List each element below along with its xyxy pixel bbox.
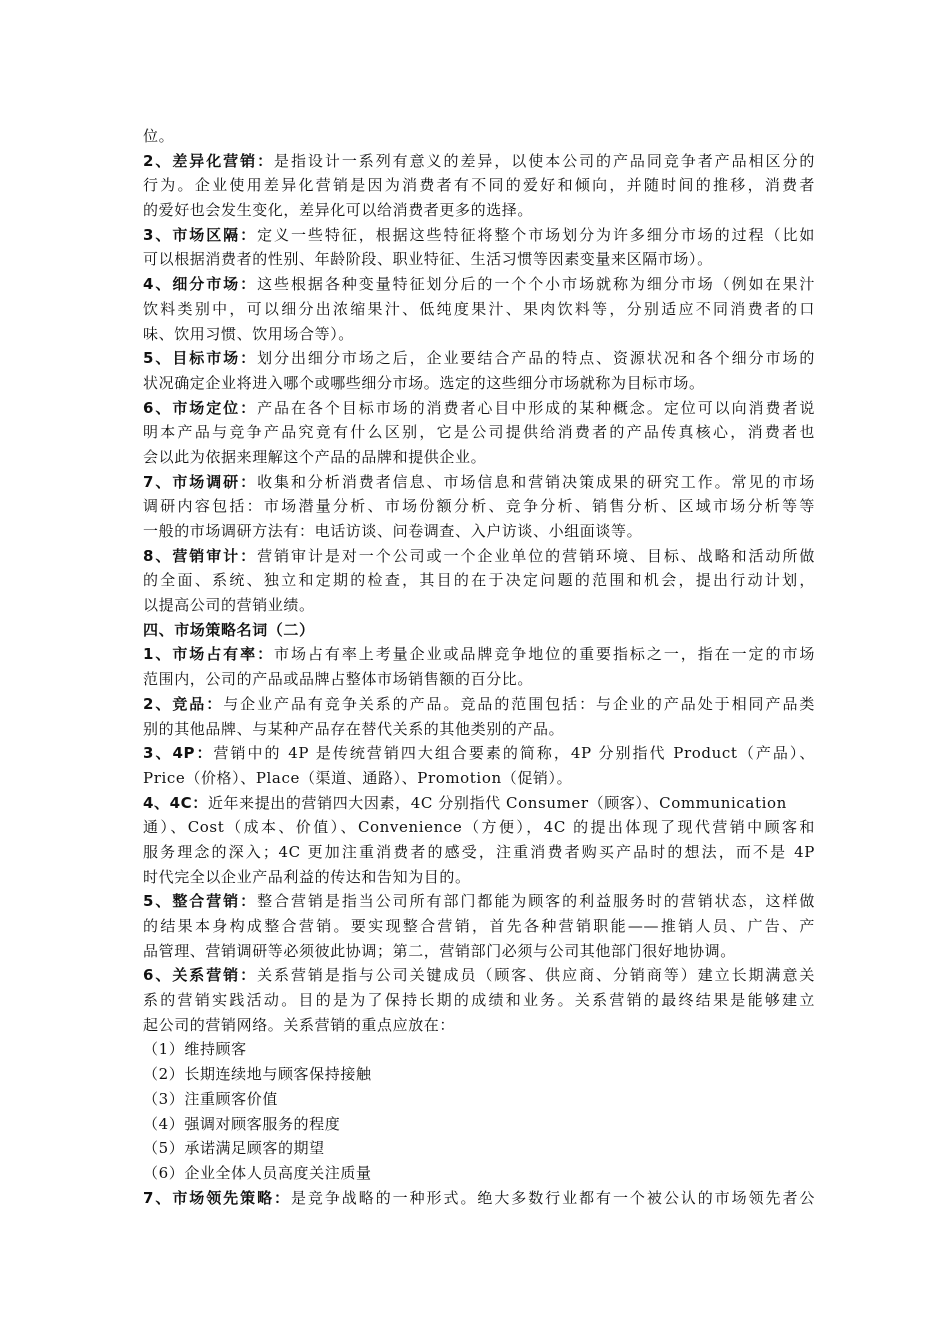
body-text: Price（价格）、Place（渠道、通路）、Promotion（促销）。 <box>143 768 573 787</box>
term-label: 7、市场调研： <box>143 472 258 491</box>
text-line <box>143 297 815 322</box>
body-text: 服务理念的深入；4C 更加注重消费者的感受，注重消费者购买产品时的想法，而不是 4P <box>143 842 815 861</box>
text-line <box>143 198 815 223</box>
body-text: 的结果本身构成整合营销。要实现整合营销，首先各种营销职能——推销人员、广告、产 <box>143 917 815 935</box>
term-label: 5、整合营销： <box>143 892 258 911</box>
body-text: （1）维持顾客 <box>143 1040 247 1059</box>
text-line <box>143 1136 815 1161</box>
text-line <box>143 988 815 1013</box>
text-line <box>143 1062 815 1087</box>
body-text: 的全面、系统、独立和定期的检查，其目的在于决定问题的范围和机会，提出行动计划， <box>143 571 815 590</box>
text-line <box>143 642 815 667</box>
text-line <box>143 717 815 742</box>
term-label: 6、关系营销： <box>143 966 258 985</box>
body-text: （6）企业全体人员高度关注质量 <box>143 1163 372 1182</box>
body-text: 关系营销是指与公司关键成员（顾客、供应商、分销商等）建立长期满意关 <box>257 966 815 985</box>
term-label: 1、市场占有率： <box>143 645 275 664</box>
body-text: 是竞争战略的一种形式。绝大多数行业都有一个被公认的市场领先者公 <box>290 1188 815 1207</box>
text-line <box>143 1112 815 1137</box>
body-text: 划分出细分市场之后，企业要结合产品的特点、资源状况和各个细分市场的 <box>257 349 815 368</box>
text-line <box>143 618 815 643</box>
body-text: 以提高公司的营销业绩。 <box>143 596 315 615</box>
text-line <box>143 939 815 964</box>
body-text: 可以根据消费者的性别、年龄阶段、职业特征、生活习惯等因素变量来区隔市场）。 <box>143 250 713 269</box>
term-label: 2、竞品： <box>143 694 224 713</box>
body-text: 明本产品与竞争产品究竟有什么区别，它是公司提供给消费者的产品传真核心，消费者也 <box>143 423 815 442</box>
text-line <box>143 470 815 495</box>
text-line <box>143 494 815 519</box>
body-text: 味、饮用习惯、饮用场合等）。 <box>143 324 354 343</box>
text-line <box>143 420 815 445</box>
term-label: 四、市场策略名词（二） <box>143 620 315 639</box>
text-line <box>143 396 815 421</box>
text-line <box>143 544 815 569</box>
body-text: 调研内容包括：市场潜量分析、市场份额分析、竞争分析、销售分析、区域市场分析等等 <box>143 497 815 516</box>
text-line <box>143 667 815 692</box>
term-label: 3、市场区隔： <box>143 225 258 244</box>
body-text: 产品在各个目标市场的消费者心目中形成的某种概念。定位可以向消费者说 <box>257 398 815 417</box>
body-text: 营销中的 4P 是传统营销四大组合要素的简称，4P 分别指代 Product（产品）、 <box>213 744 815 763</box>
text-line <box>143 1013 815 1038</box>
body-text: 位。 <box>143 127 175 145</box>
text-line <box>143 149 815 174</box>
text-line <box>143 519 815 544</box>
body-text: 时代完全以企业产品利益的传达和告知为目的。 <box>143 867 471 886</box>
text-line <box>143 593 815 618</box>
term-label: 4、4C： <box>143 793 208 812</box>
body-text: 起公司的营销网络。关系营销的重点应放在： <box>143 1015 456 1034</box>
text-line <box>143 272 815 297</box>
body-text: 系的营销实践活动。目的是为了保持长期的成绩和业务。关系营销的最终结果是能够建立 <box>143 991 815 1010</box>
text-line <box>143 1037 815 1062</box>
term-label: 8、营销审计： <box>143 546 258 565</box>
text-line <box>143 914 815 939</box>
text-line <box>143 766 815 791</box>
body-text: 与企业产品有竞争关系的产品。竞品的范围包括：与企业的产品处于相同产品类 <box>223 694 815 713</box>
body-text: 这些根据各种变量特征划分后的一个个小市场就称为细分市场（例如在果汁 <box>257 275 815 294</box>
body-text: 通）、Cost（成本、价值）、Convenience（方便），4C 的提出体现了现代营销中顾客和 <box>143 818 815 837</box>
body-text: 别的其他品牌、与某种产品存在替代关系的其他类别的产品。 <box>143 719 565 738</box>
text-line <box>143 889 815 914</box>
text-line <box>143 791 815 816</box>
text-line <box>143 840 815 865</box>
text-line <box>143 963 815 988</box>
body-text: （5）承诺满足顾客的期望 <box>143 1139 325 1158</box>
body-text: （2）长期连续地与顾客保持接触 <box>143 1065 372 1084</box>
text-line <box>143 741 815 766</box>
document-page <box>143 124 815 1210</box>
text-line <box>143 223 815 248</box>
body-text: （4）强调对顾客服务的程度 <box>143 1114 341 1133</box>
text-line <box>143 371 815 396</box>
body-text: 一般的市场调研方法有：电话访谈、问卷调查、入户访谈、小组面谈等。 <box>143 522 643 540</box>
body-text: 会以此为依据来理解这个产品的品牌和提供企业。 <box>143 447 487 466</box>
body-text: 收集和分析消费者信息、市场信息和营销决策成果的研究工作。常见的市场 <box>257 472 815 491</box>
text-line <box>143 173 815 198</box>
body-text: 饮料类别中，可以细分出浓缩果汁、低纯度果汁、果肉饮料等，分别适应不同消费者的口 <box>143 299 815 318</box>
body-text: （3）注重顾客价值 <box>143 1089 278 1108</box>
text-line <box>143 124 815 149</box>
text-line <box>143 568 815 593</box>
term-label: 5、目标市场： <box>143 349 258 368</box>
term-label: 6、市场定位： <box>143 398 258 417</box>
body-text: 定义一些特征，根据这些特征将整个市场划分为许多细分市场的过程（比如 <box>257 225 815 244</box>
body-text: 品管理、营销调研等必须彼此协调；第二，营销部门必须与公司其他部门很好地协调。 <box>143 941 736 960</box>
body-text: 是指设计一系列有意义的差异，以使本公司的产品同竞争者产品相区分的 <box>274 151 815 170</box>
text-line <box>143 865 815 890</box>
text-line <box>143 346 815 371</box>
term-label: 2、差异化营销： <box>143 151 275 170</box>
text-line <box>143 1186 815 1211</box>
body-text: 范围内，公司的产品或品牌占整体市场销售额的百分比。 <box>143 670 534 689</box>
term-label: 7、市场领先策略： <box>143 1188 291 1207</box>
text-line <box>143 692 815 717</box>
body-text: 状况确定企业将进入哪个或哪些细分市场。选定的这些细分市场就称为目标市场。 <box>143 373 705 392</box>
body-text: 市场占有率上考量企业或品牌竞争地位的重要指标之一，指在一定的市场 <box>274 645 815 664</box>
term-label: 4、细分市场： <box>143 275 258 294</box>
text-line <box>143 1087 815 1112</box>
text-line <box>143 247 815 272</box>
body-text: 营销审计是对一个公司或一个企业单位的营销环境、目标、战略和活动所做 <box>257 546 815 565</box>
body-text: 的爱好也会发生变化，差异化可以给消费者更多的选择。 <box>143 201 534 220</box>
term-label: 3、4P： <box>143 744 214 763</box>
body-text: 行为。企业使用差异化营销是因为消费者有不同的爱好和倾向，并随时间的推移，消费者 <box>143 176 815 195</box>
body-text: 近年来提出的营销四大因素，4C 分别指代 Consumer（顾客）、Communication <box>207 793 787 812</box>
text-line <box>143 322 815 347</box>
body-text: 整合营销是指当公司所有部门都能为顾客的利益服务时的营销状态，这样做 <box>257 892 815 911</box>
text-line <box>143 815 815 840</box>
text-line <box>143 445 815 470</box>
text-line <box>143 1161 815 1186</box>
